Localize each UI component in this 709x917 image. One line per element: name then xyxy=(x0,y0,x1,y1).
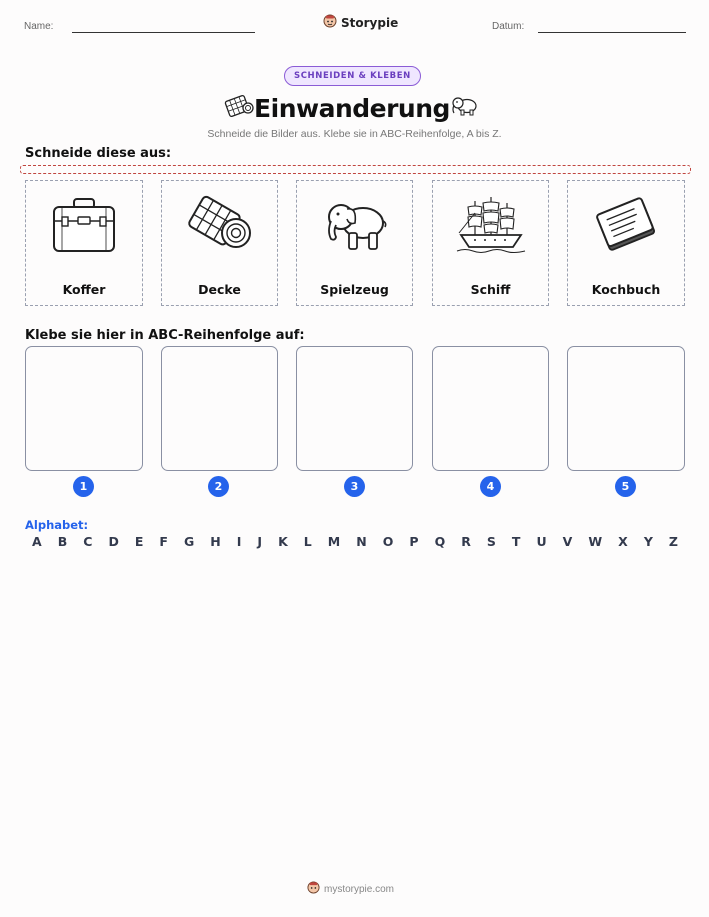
date-field[interactable] xyxy=(538,32,686,33)
alphabet-letter: M xyxy=(327,534,341,549)
alphabet-strip xyxy=(32,534,678,549)
alphabet-letter: G xyxy=(183,534,195,549)
paste-slot-5[interactable] xyxy=(567,346,685,471)
paste-slot-4[interactable] xyxy=(432,346,549,471)
name-label: Name: xyxy=(24,21,54,32)
alphabet-letter: Y xyxy=(643,534,653,549)
alphabet-letter: S xyxy=(486,534,496,549)
alphabet-letter: J xyxy=(257,534,263,549)
instructions: Schneide die Bilder aus. Klebe sie in ABC-Reihenfolge, A bis Z. xyxy=(207,128,502,140)
storypie-mascot-icon xyxy=(323,14,337,31)
brand-name: Storypie xyxy=(341,15,399,30)
paste-slot-1[interactable] xyxy=(25,346,143,471)
alphabet-letter: T xyxy=(511,534,521,549)
alphabet-letter: D xyxy=(108,534,119,549)
sailing-ship-icon xyxy=(433,189,548,261)
toy-elephant-icon xyxy=(297,189,412,261)
paste-section-heading: Klebe sie hier in ABC-Reihenfolge auf: xyxy=(25,328,305,343)
alphabet-letter: Q xyxy=(434,534,446,549)
alphabet-letter: O xyxy=(382,534,394,549)
cut-line xyxy=(20,165,691,174)
cookbook-icon xyxy=(568,189,684,261)
title-row xyxy=(224,94,480,122)
alphabet-heading: Alphabet: xyxy=(25,518,89,532)
alphabet-letter: V xyxy=(562,534,573,549)
elephant-toy-icon xyxy=(450,94,480,122)
alphabet-letter: H xyxy=(210,534,221,549)
alphabet-letter: F xyxy=(159,534,168,549)
cut-card-spielzeug[interactable] xyxy=(296,180,413,306)
alphabet-letter: B xyxy=(57,534,68,549)
footer xyxy=(307,881,394,897)
alphabet-letter: C xyxy=(83,534,93,549)
cut-card-koffer[interactable] xyxy=(25,180,143,306)
cut-card-schiff[interactable] xyxy=(432,180,549,306)
paste-slot-2[interactable] xyxy=(161,346,278,471)
activity-badge: SCHNEIDEN & KLEBEN xyxy=(284,66,421,86)
alphabet-letter: A xyxy=(32,534,42,549)
storypie-mascot-icon xyxy=(307,881,320,897)
alphabet-letter: X xyxy=(618,534,628,549)
alphabet-letter: Z xyxy=(668,534,678,549)
slot-number: 4 xyxy=(480,476,501,497)
rolled-blanket-icon xyxy=(162,189,277,261)
name-field[interactable] xyxy=(72,32,255,33)
cut-section-heading: Schneide diese aus: xyxy=(25,146,172,161)
cut-card-decke[interactable] xyxy=(161,180,278,306)
card-label: Schiff xyxy=(470,282,511,297)
alphabet-letter: I xyxy=(236,534,242,549)
alphabet-letter: P xyxy=(409,534,419,549)
card-label: Kochbuch xyxy=(591,282,661,297)
page-title: Einwanderung xyxy=(254,93,450,123)
footer-site[interactable]: mystorypie.com xyxy=(324,883,395,895)
alphabet-letter: U xyxy=(536,534,547,549)
slot-number: 5 xyxy=(615,476,636,497)
slot-number: 3 xyxy=(344,476,365,497)
brand-logo xyxy=(323,14,398,31)
alphabet-letter: N xyxy=(356,534,367,549)
paste-slot-3[interactable] xyxy=(296,346,413,471)
alphabet-letter: L xyxy=(303,534,312,549)
alphabet-letter: W xyxy=(588,534,603,549)
slot-number: 2 xyxy=(208,476,229,497)
slot-number: 1 xyxy=(73,476,94,497)
card-label: Spielzeug xyxy=(320,282,389,297)
suitcase-icon xyxy=(26,189,142,261)
alphabet-letter: E xyxy=(134,534,144,549)
alphabet-letter: R xyxy=(461,534,471,549)
cut-card-kochbuch[interactable] xyxy=(567,180,685,306)
date-label: Datum: xyxy=(492,21,525,32)
blanket-roll-icon xyxy=(224,94,254,122)
card-label: Koffer xyxy=(62,282,106,297)
card-label: Decke xyxy=(198,282,241,297)
alphabet-letter: K xyxy=(278,534,288,549)
